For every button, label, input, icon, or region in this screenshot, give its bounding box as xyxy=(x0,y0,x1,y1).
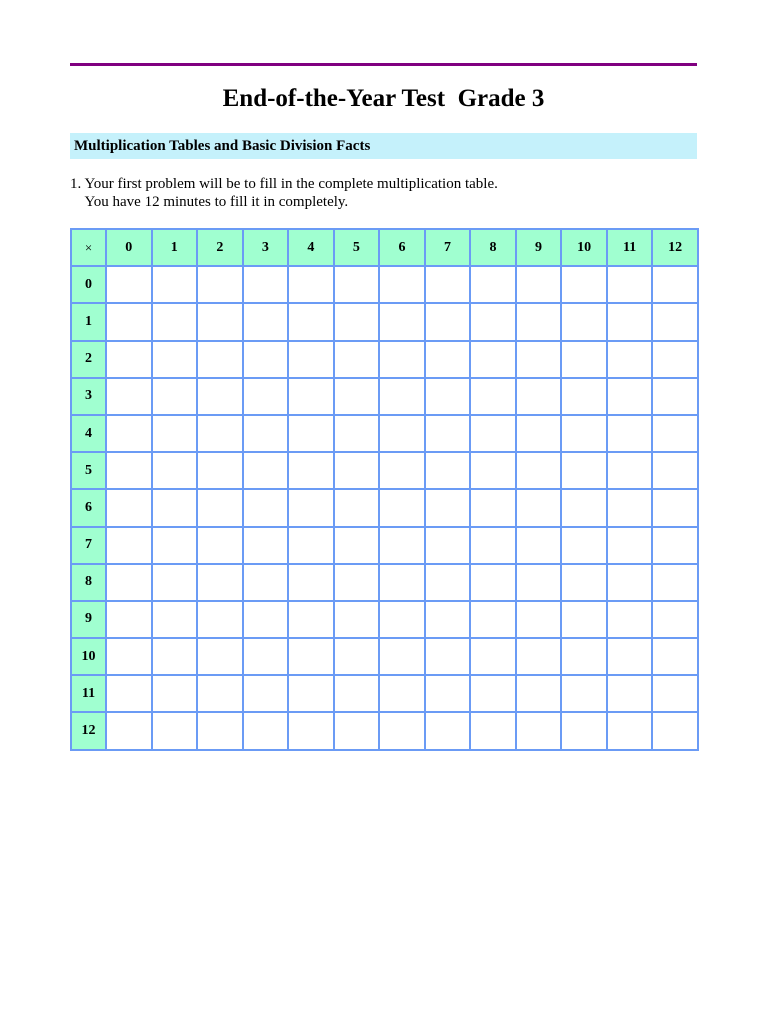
column-header: 6 xyxy=(379,229,425,266)
answer-cell xyxy=(152,266,198,303)
answer-cell xyxy=(243,638,289,675)
answer-cell xyxy=(425,675,471,712)
answer-cell xyxy=(652,266,698,303)
row-header: 4 xyxy=(71,415,106,452)
row-header: 2 xyxy=(71,341,106,378)
answer-cell xyxy=(607,303,653,340)
answer-cell xyxy=(106,489,152,526)
answer-cell xyxy=(516,601,562,638)
answer-cell xyxy=(243,378,289,415)
answer-cell xyxy=(607,675,653,712)
table-row xyxy=(71,266,698,303)
answer-cell xyxy=(106,303,152,340)
corner-cell: × xyxy=(71,229,106,266)
column-header: 11 xyxy=(607,229,653,266)
answer-cell xyxy=(607,564,653,601)
answer-cell xyxy=(106,341,152,378)
answer-cell xyxy=(652,601,698,638)
answer-cell xyxy=(425,712,471,749)
answer-cell xyxy=(288,527,334,564)
header-row xyxy=(71,229,698,266)
answer-cell xyxy=(607,378,653,415)
table-row xyxy=(71,415,698,452)
answer-cell xyxy=(334,378,380,415)
answer-cell xyxy=(197,415,243,452)
answer-cell xyxy=(425,378,471,415)
multiplication-table xyxy=(70,228,699,751)
answer-cell xyxy=(152,527,198,564)
answer-cell xyxy=(288,378,334,415)
answer-cell xyxy=(152,638,198,675)
answer-cell xyxy=(197,266,243,303)
answer-cell xyxy=(152,415,198,452)
answer-cell xyxy=(334,303,380,340)
answer-cell xyxy=(106,601,152,638)
answer-cell xyxy=(243,712,289,749)
answer-cell xyxy=(288,675,334,712)
answer-cell xyxy=(197,527,243,564)
answer-cell xyxy=(106,452,152,489)
answer-cell xyxy=(561,564,607,601)
answer-cell xyxy=(470,564,516,601)
row-header: 8 xyxy=(71,564,106,601)
answer-cell xyxy=(334,452,380,489)
answer-cell xyxy=(470,675,516,712)
answer-cell xyxy=(379,564,425,601)
answer-cell xyxy=(243,601,289,638)
answer-cell xyxy=(561,341,607,378)
answer-cell xyxy=(379,341,425,378)
row-header: 7 xyxy=(71,527,106,564)
answer-cell xyxy=(470,489,516,526)
row-header: 11 xyxy=(71,675,106,712)
answer-cell xyxy=(379,712,425,749)
answer-cell xyxy=(288,303,334,340)
answer-cell xyxy=(516,452,562,489)
answer-cell xyxy=(288,452,334,489)
answer-cell xyxy=(243,564,289,601)
row-header: 3 xyxy=(71,378,106,415)
table-row xyxy=(71,452,698,489)
answer-cell xyxy=(334,415,380,452)
answer-cell xyxy=(106,712,152,749)
column-header: 10 xyxy=(561,229,607,266)
row-header: 5 xyxy=(71,452,106,489)
answer-cell xyxy=(152,452,198,489)
answer-cell xyxy=(106,638,152,675)
answer-cell xyxy=(652,378,698,415)
answer-cell xyxy=(379,675,425,712)
answer-cell xyxy=(561,675,607,712)
column-header: 8 xyxy=(470,229,516,266)
answer-cell xyxy=(106,415,152,452)
answer-cell xyxy=(652,303,698,340)
answer-cell xyxy=(379,489,425,526)
column-header: 7 xyxy=(425,229,471,266)
answer-cell xyxy=(652,638,698,675)
column-header: 5 xyxy=(334,229,380,266)
answer-cell xyxy=(288,489,334,526)
answer-cell xyxy=(516,527,562,564)
answer-cell xyxy=(516,341,562,378)
answer-cell xyxy=(288,266,334,303)
answer-cell xyxy=(516,489,562,526)
answer-cell xyxy=(470,452,516,489)
answer-cell xyxy=(334,712,380,749)
answer-cell xyxy=(425,266,471,303)
answer-cell xyxy=(425,638,471,675)
answer-cell xyxy=(379,601,425,638)
table-row xyxy=(71,564,698,601)
column-header: 1 xyxy=(152,229,198,266)
column-header: 0 xyxy=(106,229,152,266)
answer-cell xyxy=(470,415,516,452)
answer-cell xyxy=(288,712,334,749)
answer-cell xyxy=(197,341,243,378)
table-row xyxy=(71,601,698,638)
answer-cell xyxy=(652,452,698,489)
answer-cell xyxy=(152,303,198,340)
answer-cell xyxy=(652,564,698,601)
table-row xyxy=(71,341,698,378)
answer-cell xyxy=(516,675,562,712)
answer-cell xyxy=(334,341,380,378)
answer-cell xyxy=(516,378,562,415)
answer-cell xyxy=(152,489,198,526)
answer-cell xyxy=(334,638,380,675)
answer-cell xyxy=(607,266,653,303)
answer-cell xyxy=(607,341,653,378)
answer-cell xyxy=(379,415,425,452)
answer-cell xyxy=(379,266,425,303)
answer-cell xyxy=(561,415,607,452)
answer-cell xyxy=(607,638,653,675)
table-row xyxy=(71,712,698,749)
answer-cell xyxy=(379,303,425,340)
answer-cell xyxy=(425,527,471,564)
answer-cell xyxy=(561,378,607,415)
answer-cell xyxy=(425,341,471,378)
answer-cell xyxy=(334,675,380,712)
answer-cell xyxy=(288,415,334,452)
column-header: 9 xyxy=(516,229,562,266)
answer-cell xyxy=(652,341,698,378)
answer-cell xyxy=(106,675,152,712)
answer-cell xyxy=(425,601,471,638)
answer-cell xyxy=(197,564,243,601)
answer-cell xyxy=(561,489,607,526)
answer-cell xyxy=(425,564,471,601)
answer-cell xyxy=(561,303,607,340)
instructions xyxy=(70,175,697,211)
answer-cell xyxy=(516,415,562,452)
answer-cell xyxy=(652,489,698,526)
row-header: 12 xyxy=(71,712,106,749)
answer-cell xyxy=(106,378,152,415)
answer-cell xyxy=(470,527,516,564)
row-header: 9 xyxy=(71,601,106,638)
answer-cell xyxy=(152,564,198,601)
answer-cell xyxy=(243,675,289,712)
row-header: 0 xyxy=(71,266,106,303)
answer-cell xyxy=(288,564,334,601)
answer-cell xyxy=(607,415,653,452)
table-row xyxy=(71,489,698,526)
answer-cell xyxy=(652,712,698,749)
answer-cell xyxy=(197,378,243,415)
answer-cell xyxy=(379,452,425,489)
answer-cell xyxy=(425,452,471,489)
answer-cell xyxy=(334,489,380,526)
answer-cell xyxy=(425,303,471,340)
answer-cell xyxy=(607,452,653,489)
answer-cell xyxy=(470,266,516,303)
answer-cell xyxy=(152,712,198,749)
row-header: 1 xyxy=(71,303,106,340)
answer-cell xyxy=(561,527,607,564)
answer-cell xyxy=(516,712,562,749)
section-heading: Multiplication Tables and Basic Division Facts xyxy=(70,133,697,159)
row-header: 6 xyxy=(71,489,106,526)
answer-cell xyxy=(470,638,516,675)
answer-cell xyxy=(470,341,516,378)
answer-cell xyxy=(470,303,516,340)
answer-cell xyxy=(334,266,380,303)
page-title: End-of-the-Year Test Grade 3 xyxy=(222,85,545,112)
answer-cell xyxy=(607,601,653,638)
answer-cell xyxy=(197,452,243,489)
answer-cell xyxy=(288,601,334,638)
answer-cell xyxy=(243,415,289,452)
answer-cell xyxy=(379,638,425,675)
answer-cell xyxy=(106,266,152,303)
column-header: 2 xyxy=(197,229,243,266)
answer-cell xyxy=(197,601,243,638)
answer-cell xyxy=(243,303,289,340)
table-row xyxy=(71,527,698,564)
answer-cell xyxy=(516,638,562,675)
table-row xyxy=(71,303,698,340)
answer-cell xyxy=(197,638,243,675)
answer-cell xyxy=(243,527,289,564)
answer-cell xyxy=(197,303,243,340)
answer-cell xyxy=(334,527,380,564)
answer-cell xyxy=(561,452,607,489)
answer-cell xyxy=(243,452,289,489)
answer-cell xyxy=(652,415,698,452)
answer-cell xyxy=(516,303,562,340)
answer-cell xyxy=(152,675,198,712)
table-row xyxy=(71,378,698,415)
answer-cell xyxy=(561,266,607,303)
answer-cell xyxy=(470,378,516,415)
answer-cell xyxy=(470,601,516,638)
answer-cell xyxy=(243,341,289,378)
answer-cell xyxy=(379,378,425,415)
answer-cell xyxy=(561,712,607,749)
answer-cell xyxy=(516,266,562,303)
answer-cell xyxy=(334,601,380,638)
answer-cell xyxy=(243,266,289,303)
answer-cell xyxy=(197,675,243,712)
answer-cell xyxy=(243,489,289,526)
answer-cell xyxy=(652,675,698,712)
column-header: 12 xyxy=(652,229,698,266)
answer-cell xyxy=(106,564,152,601)
row-header: 10 xyxy=(71,638,106,675)
answer-cell xyxy=(561,638,607,675)
answer-cell xyxy=(288,341,334,378)
answer-cell xyxy=(652,527,698,564)
top-rule xyxy=(70,63,697,66)
instruction-line: You have 12 minutes to fill it in completely. xyxy=(70,194,349,210)
table-row xyxy=(71,675,698,712)
answer-cell xyxy=(379,527,425,564)
answer-cell xyxy=(152,378,198,415)
answer-cell xyxy=(152,341,198,378)
answer-cell xyxy=(607,489,653,526)
answer-cell xyxy=(561,601,607,638)
answer-cell xyxy=(197,489,243,526)
instruction-line: 1. Your first problem will be to fill in the complete multiplication table. xyxy=(70,176,498,192)
answer-cell xyxy=(425,489,471,526)
answer-cell xyxy=(334,564,380,601)
answer-cell xyxy=(516,564,562,601)
table-row xyxy=(71,638,698,675)
answer-cell xyxy=(607,712,653,749)
column-header: 4 xyxy=(288,229,334,266)
answer-cell xyxy=(425,415,471,452)
answer-cell xyxy=(106,527,152,564)
answer-cell xyxy=(288,638,334,675)
column-header: 3 xyxy=(243,229,289,266)
answer-cell xyxy=(607,527,653,564)
answer-cell xyxy=(197,712,243,749)
answer-cell xyxy=(152,601,198,638)
answer-cell xyxy=(470,712,516,749)
